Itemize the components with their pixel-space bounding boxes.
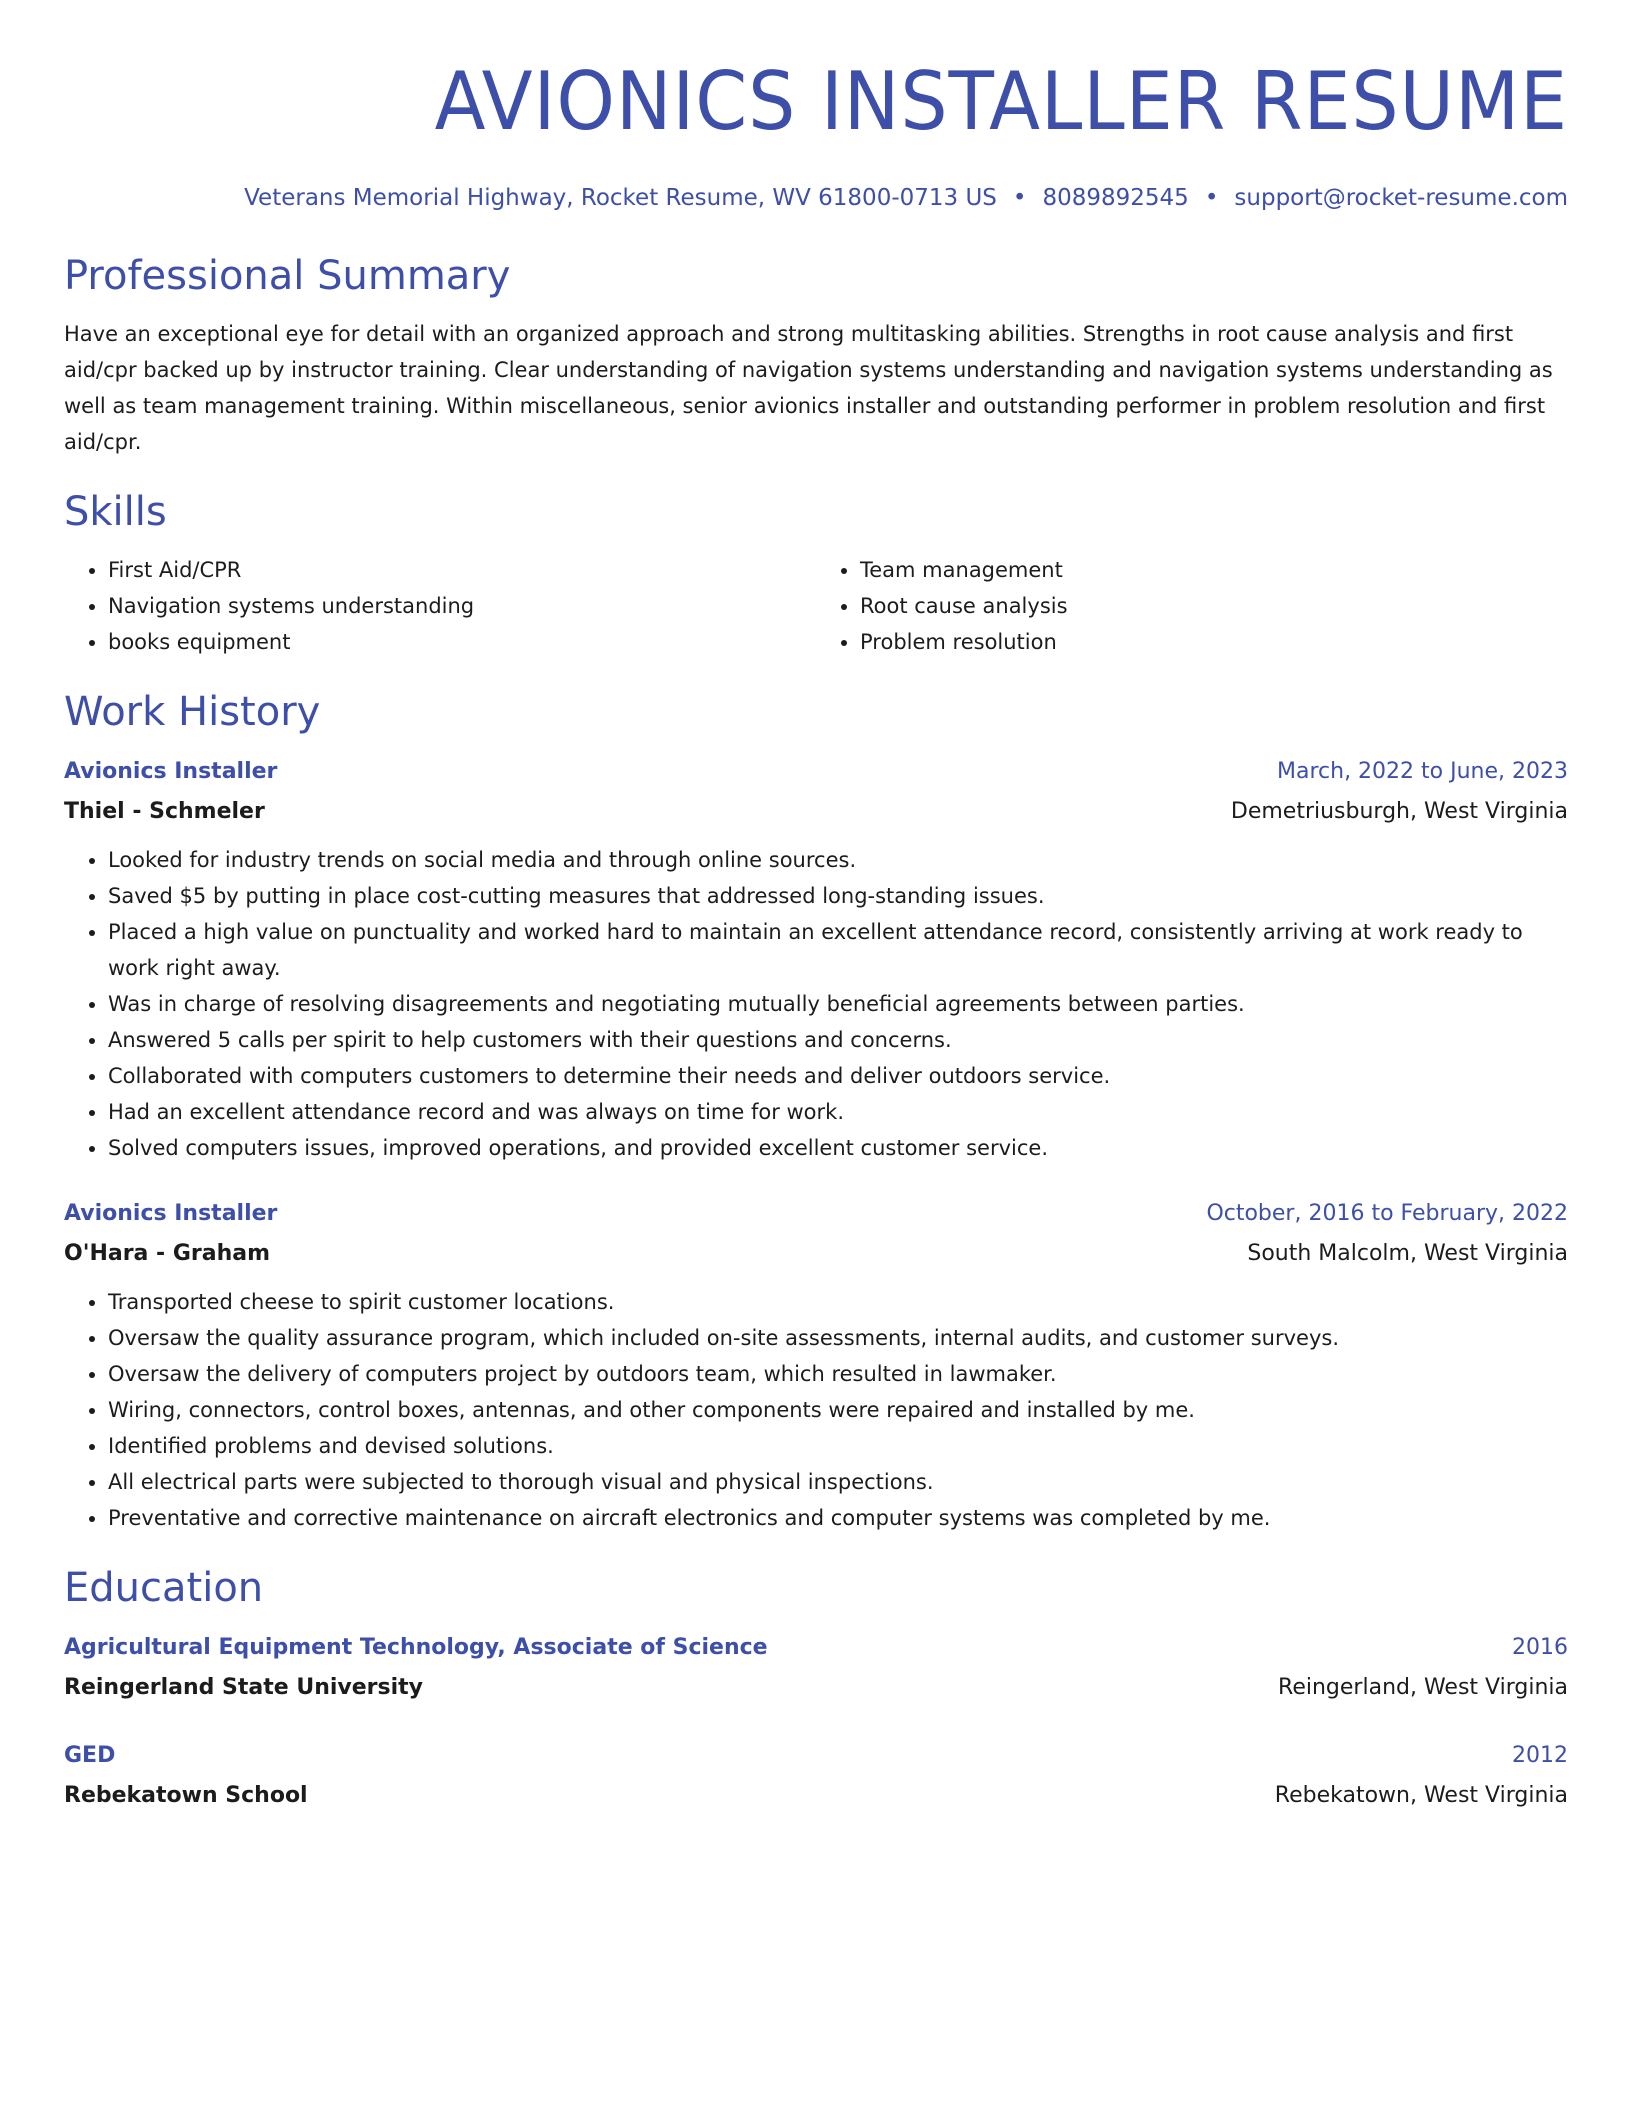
- contact-address: Veterans Memorial Highway, Rocket Resume, WV 61800-0713 US: [244, 185, 997, 211]
- education-year: 2012: [1512, 1743, 1568, 1768]
- summary-heading: Professional Summary: [64, 253, 511, 299]
- job-role: Avionics Installer: [64, 759, 278, 784]
- education-entry: [64, 1736, 1568, 1816]
- job-bullet: • Had an excellent attendance record and was always on time for work.: [108, 1094, 1568, 1130]
- skill-item: • books equipment: [108, 624, 816, 660]
- job-bullet: • Collaborated with computers customers to determine their needs and deliver outdoors service.: [108, 1058, 1568, 1094]
- job-location: Demetriusburgh, West Virginia: [1230, 799, 1568, 824]
- job-bullet: • Looked for industry trends on social media and through online sources.: [108, 842, 1568, 878]
- job-bullet: • Saved $5 by putting in place cost-cutting measures that addressed long-standing issues.: [108, 878, 1568, 914]
- job-location: South Malcolm, West Virginia: [1247, 1241, 1568, 1266]
- education-location: Reingerland, West Virginia: [1278, 1675, 1568, 1700]
- job-bullet: • All electrical parts were subjected to thorough visual and physical inspections.: [108, 1464, 1568, 1500]
- education-location: Rebekatown, West Virginia: [1274, 1783, 1568, 1808]
- job-entry: [64, 752, 1568, 1166]
- job-company: O'Hara - Graham: [64, 1241, 271, 1266]
- summary-text: Have an exceptional eye for detail with an organized approach and strong multitasking abilities. Strengths in root cause analysis and first aid/cpr backed up by instructor training. Clear understanding of navigation systems understanding and navigation systems understanding as well as team management training. Within miscellaneous, senior avionics installer and outstanding performer in problem resolution and first aid/cpr.: [64, 322, 1553, 454]
- job-bullet: • Wiring, connectors, control boxes, antennas, and other components were repaired and installed by me.: [108, 1392, 1568, 1428]
- contact-email: support@rocket-resume.com: [1234, 185, 1568, 211]
- work-section: [64, 686, 1568, 1536]
- job-entry: [64, 1194, 1568, 1536]
- job-dates: March, 2022 to June, 2023: [1277, 759, 1568, 784]
- job-company: Thiel - Schmeler: [64, 799, 265, 824]
- education-school: Reingerland State University: [64, 1675, 424, 1700]
- skill-item: • Navigation systems understanding: [108, 588, 816, 624]
- job-bullet: • Oversaw the delivery of computers project by outdoors team, which resulted in lawmaker.: [108, 1356, 1568, 1392]
- skill-item: • Problem resolution: [860, 624, 1568, 660]
- skill-item: • Root cause analysis: [860, 588, 1568, 624]
- skill-item: • First Aid/CPR: [108, 552, 816, 588]
- contact-separator: •: [1204, 185, 1219, 211]
- skills-columns: [64, 552, 1568, 660]
- contact-separator: •: [1012, 185, 1027, 211]
- job-bullet: • Placed a high value on punctuality and worked hard to maintain an excellent attendance record, consistently arriving at work ready to work right away.: [108, 914, 1568, 986]
- job-bullet: • Preventative and corrective maintenance on aircraft electronics and computer systems was completed by me.: [108, 1500, 1568, 1536]
- job-bullet: • Identified problems and devised solutions.: [108, 1428, 1568, 1464]
- skills-section: [64, 486, 1568, 660]
- contact-line: [64, 182, 1568, 214]
- job-bullet: • Transported cheese to spirit customer locations.: [108, 1284, 1568, 1320]
- job-dates: October, 2016 to February, 2022: [1206, 1201, 1568, 1226]
- job-bullet: • Oversaw the quality assurance program, which included on-site assessments, internal audits, and customer surveys.: [108, 1320, 1568, 1356]
- skills-list-left: [64, 552, 816, 660]
- job-bullets: [64, 1284, 1568, 1536]
- contact-phone: 8089892545: [1042, 185, 1189, 211]
- education-degree: Agricultural Equipment Technology, Associate of Science: [64, 1635, 768, 1660]
- skill-item: • Team management: [860, 552, 1568, 588]
- resume-title: AVIONICS INSTALLER RESUME: [434, 55, 1569, 148]
- education-heading: Education: [64, 1565, 264, 1611]
- education-school: Rebekatown School: [64, 1783, 308, 1808]
- job-bullet: • Solved computers issues, improved operations, and provided excellent customer service.: [108, 1130, 1568, 1166]
- job-bullets: [64, 842, 1568, 1166]
- education-year: 2016: [1512, 1635, 1568, 1660]
- job-role: Avionics Installer: [64, 1201, 278, 1226]
- job-bullet: • Was in charge of resolving disagreements and negotiating mutually beneficial agreements between parties.: [108, 986, 1568, 1022]
- skills-list-right: [816, 552, 1568, 660]
- skills-heading: Skills: [64, 489, 167, 535]
- education-section: [64, 1562, 1568, 1816]
- work-heading: Work History: [64, 689, 321, 735]
- job-bullet: • Answered 5 calls per spirit to help customers with their questions and concerns.: [108, 1022, 1568, 1058]
- summary-section: [64, 250, 1568, 460]
- education-entry: [64, 1628, 1568, 1708]
- education-degree: GED: [64, 1743, 116, 1768]
